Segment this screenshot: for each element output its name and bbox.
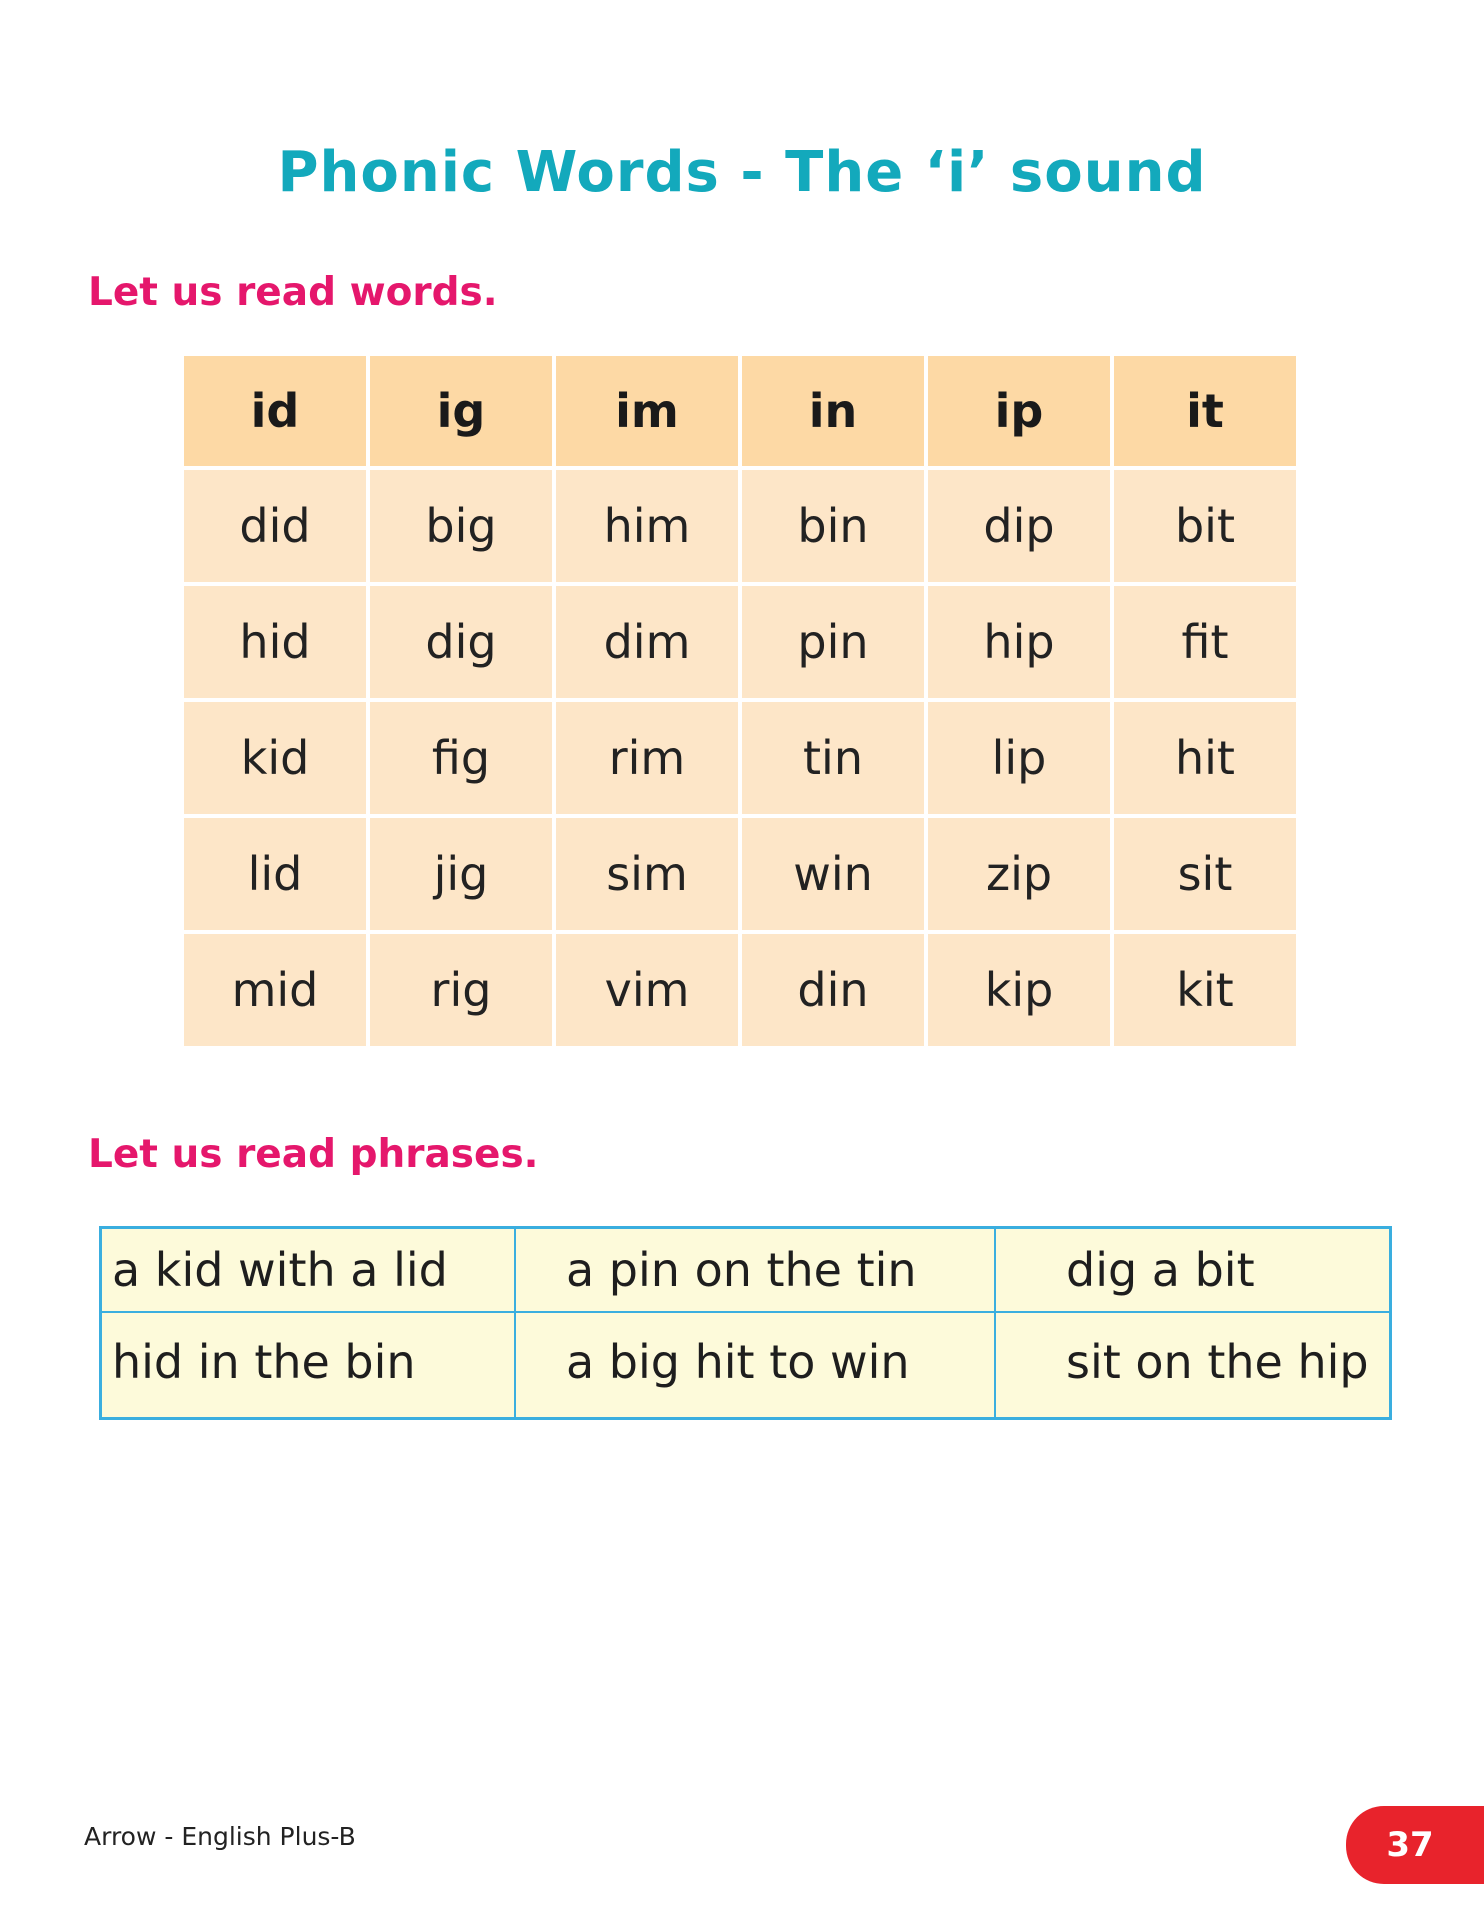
word-cell: vim — [556, 934, 738, 1046]
word-cell: him — [556, 470, 738, 582]
table-row — [101, 1312, 1391, 1419]
page-title: Phonic Words - The ‘i’ sound — [277, 140, 1207, 205]
phrase-cell: a pin on the tin — [515, 1228, 995, 1313]
word-cell: lip — [928, 702, 1110, 814]
phrase-cell: sit on the hip — [995, 1312, 1391, 1419]
page-number-badge: 37 — [1346, 1806, 1484, 1884]
word-cell: fig — [370, 702, 552, 814]
table-row — [184, 818, 1296, 930]
table-row — [184, 470, 1296, 582]
phrase-cell: a kid with a lid — [101, 1228, 516, 1313]
book-title-footer: Arrow - English Plus-B — [84, 1822, 356, 1851]
column-header: ig — [370, 356, 552, 466]
words-table-header-row — [184, 356, 1296, 466]
table-row — [101, 1228, 1391, 1313]
word-cell: mid — [184, 934, 366, 1046]
phrase-cell: hid in the bin — [101, 1312, 516, 1419]
word-cell: kid — [184, 702, 366, 814]
column-header: id — [184, 356, 366, 466]
word-cell: sim — [556, 818, 738, 930]
word-cell: bin — [742, 470, 924, 582]
word-cell: hip — [928, 586, 1110, 698]
table-row — [184, 702, 1296, 814]
word-cell: rig — [370, 934, 552, 1046]
word-cell: big — [370, 470, 552, 582]
column-header: ip — [928, 356, 1110, 466]
word-cell: hit — [1114, 702, 1296, 814]
word-cell: fit — [1114, 586, 1296, 698]
word-cell: lid — [184, 818, 366, 930]
word-cell: win — [742, 818, 924, 930]
phrase-cell: a big hit to win — [515, 1312, 995, 1419]
word-cell: rim — [556, 702, 738, 814]
word-cell: tin — [742, 702, 924, 814]
word-cell: dig — [370, 586, 552, 698]
word-cell: did — [184, 470, 366, 582]
phrase-cell: dig a bit — [995, 1228, 1391, 1313]
word-cell: dim — [556, 586, 738, 698]
word-cell: hid — [184, 586, 366, 698]
word-cell: dip — [928, 470, 1110, 582]
word-cell: pin — [742, 586, 924, 698]
word-cell: jig — [370, 818, 552, 930]
words-section-heading: Let us read words. — [88, 270, 498, 315]
word-cell: sit — [1114, 818, 1296, 930]
phrases-table — [99, 1226, 1392, 1420]
word-cell: kip — [928, 934, 1110, 1046]
word-cell: kit — [1114, 934, 1296, 1046]
word-cell: bit — [1114, 470, 1296, 582]
table-row — [184, 586, 1296, 698]
column-header: in — [742, 356, 924, 466]
phrases-section-heading: Let us read phrases. — [88, 1132, 539, 1177]
column-header: it — [1114, 356, 1296, 466]
word-cell: din — [742, 934, 924, 1046]
phonic-words-table — [180, 352, 1300, 1050]
word-cell: zip — [928, 818, 1110, 930]
table-row — [184, 934, 1296, 1046]
column-header: im — [556, 356, 738, 466]
